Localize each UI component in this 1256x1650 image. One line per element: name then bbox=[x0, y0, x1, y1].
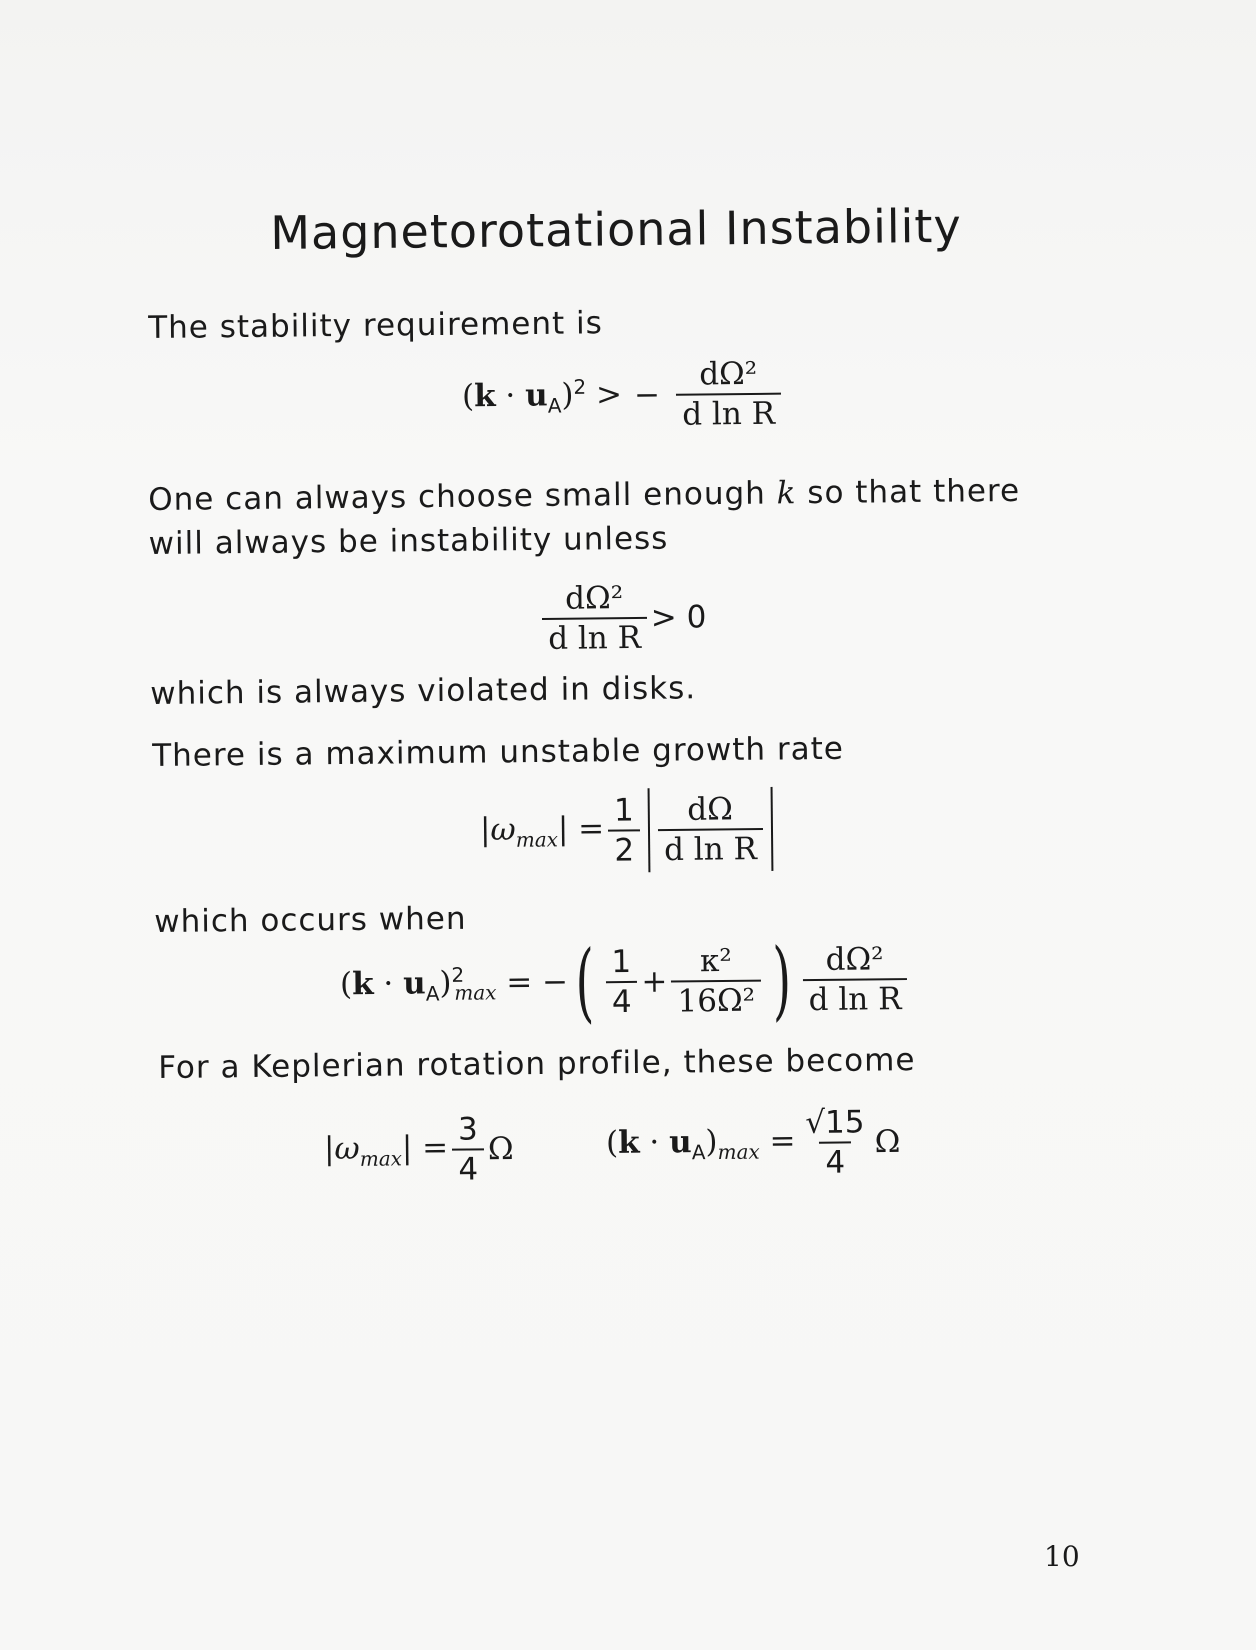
eq2-denominator: d ln R bbox=[542, 617, 647, 658]
left-paren: ( bbox=[575, 932, 595, 1033]
eq4-den3: d ln R bbox=[802, 978, 907, 1019]
growth-rate-equation bbox=[480, 787, 778, 874]
eq4-num2: κ² bbox=[699, 942, 733, 980]
eq4-quarter bbox=[605, 943, 638, 1021]
keplerian-wavenumber-equation bbox=[606, 1103, 901, 1184]
stability-condition-equation bbox=[538, 578, 707, 658]
eq3-num1: 1 bbox=[613, 792, 634, 829]
eq3-den1: 2 bbox=[608, 829, 640, 869]
eq4-lhs: $(k \cdot u_A)^2_{max}$ = − bbox=[339, 962, 569, 1006]
choose-k-text-a: One can always choose small enough bbox=[148, 475, 777, 518]
eq4-num1: 1 bbox=[611, 943, 632, 981]
eq4-derivative-fraction bbox=[802, 940, 908, 1019]
choose-k-paragraph bbox=[148, 469, 1021, 566]
eq3-lhs: $|\omega_{max}|$ = bbox=[479, 810, 605, 852]
eq5-omega: Ω bbox=[487, 1131, 514, 1168]
eq1-numerator: dΩ² bbox=[699, 355, 758, 393]
right-paren: ) bbox=[771, 930, 792, 1031]
page-title: Magnetorotational Instability bbox=[270, 198, 962, 260]
eq6-fraction bbox=[799, 1103, 871, 1182]
page-number: 10 bbox=[1044, 1540, 1080, 1573]
max-wavenumber-equation bbox=[339, 930, 912, 1033]
eq6-omega: Ω bbox=[874, 1123, 901, 1161]
eq2-rhs: > 0 bbox=[650, 599, 707, 636]
growth-rate-text: There is a maximum unstable growth rate bbox=[152, 730, 845, 774]
abs-bar-right bbox=[770, 787, 773, 871]
k-symbol: k bbox=[776, 475, 797, 512]
violated-text: which is always violated in disks. bbox=[150, 670, 697, 712]
occurs-when-text: which occurs when bbox=[154, 900, 467, 940]
eq1-fraction bbox=[676, 355, 782, 434]
eq2-numerator: dΩ² bbox=[564, 580, 624, 617]
eq2-fraction bbox=[542, 579, 648, 658]
eq1-minus: − bbox=[633, 376, 661, 414]
stability-intro-text: The stability requirement is bbox=[148, 305, 603, 346]
keplerian-text: For a Keplerian rotation profile, these become bbox=[158, 1042, 916, 1086]
eq3-den2: d ln R bbox=[658, 828, 763, 869]
eq4-kappa-fraction bbox=[671, 942, 761, 1021]
eq6-denominator: 4 bbox=[819, 1141, 851, 1181]
eq3-half bbox=[608, 791, 641, 869]
eq1-denominator: d ln R bbox=[676, 393, 781, 434]
choose-k-text-line2: will always be instability unless bbox=[148, 520, 669, 562]
eq5-fraction bbox=[452, 1110, 485, 1188]
eq4-num3: dΩ² bbox=[825, 941, 884, 978]
eq5-lhs: $|\omega_{max}|$ = bbox=[323, 1129, 449, 1171]
eq1-lhs: $(k \cdot u_A)^2$ > bbox=[461, 374, 623, 418]
keplerian-growth-equation bbox=[324, 1110, 514, 1190]
eq4-den1: 4 bbox=[606, 981, 638, 1021]
eq3-num2: dΩ bbox=[687, 791, 734, 828]
eq5-numerator: 3 bbox=[457, 1111, 478, 1148]
eq4-plus: + bbox=[641, 963, 668, 1000]
eq6-lhs: $(k \cdot u_A)_{max}$ = bbox=[605, 1122, 796, 1165]
eq6-numerator: √15 bbox=[805, 1104, 865, 1141]
choose-k-text-b: so that there bbox=[796, 472, 1021, 512]
abs-bar-left bbox=[647, 788, 650, 872]
stability-equation bbox=[462, 355, 786, 436]
eq4-den2: 16Ω² bbox=[671, 980, 761, 1021]
eq5-denominator: 4 bbox=[452, 1148, 484, 1188]
eq3-fraction bbox=[658, 790, 764, 869]
